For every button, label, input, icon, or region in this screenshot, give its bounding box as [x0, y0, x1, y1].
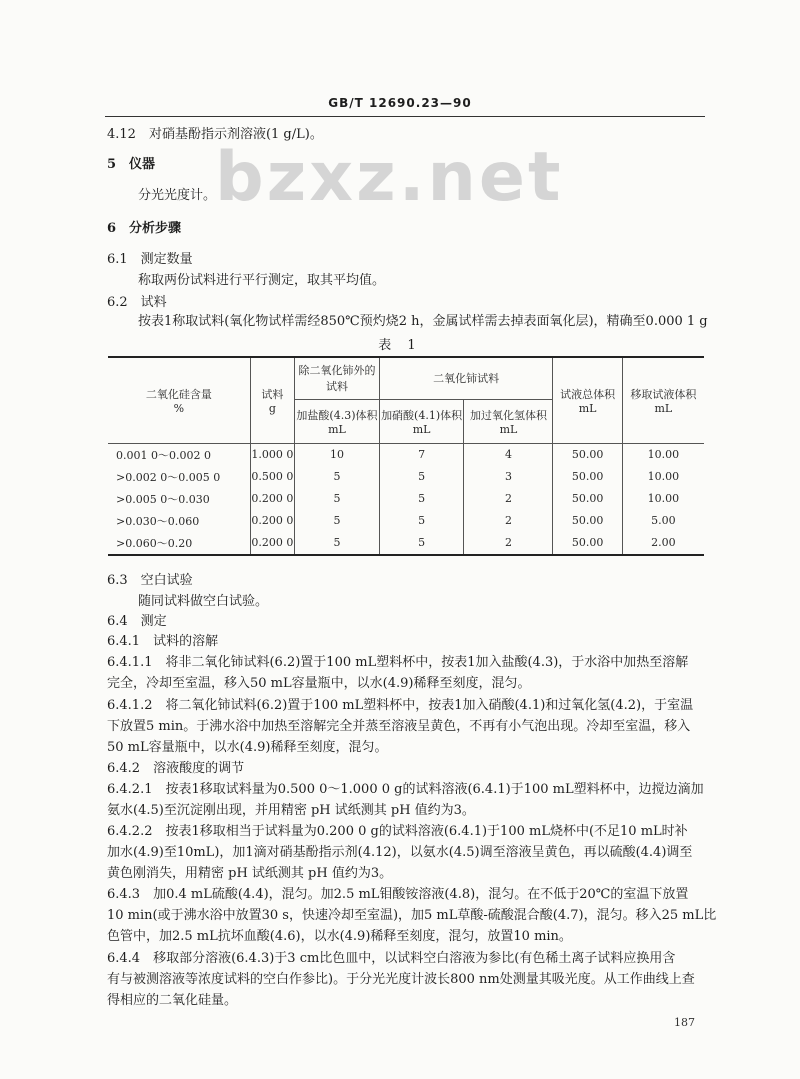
- cell-h2o2: 2: [464, 532, 553, 555]
- cell-h2o2: 2: [464, 488, 553, 510]
- table-row: [108, 510, 704, 532]
- cell-h2o2: 3: [464, 466, 553, 488]
- section-6-4-heading: 6.4 测定: [107, 614, 167, 629]
- paragraph-6-4-2-1-line-1: 6.4.2.1 按表1移取试料量为0.500 0～1.000 0 g的试料溶液(6.4.1)于100 mL塑料杯中，边搅边滴加: [107, 782, 704, 797]
- cell-sample: 0.200 0: [250, 510, 294, 532]
- paragraph-4-12: 4.12 对硝基酚指示剂溶液(1 g/L)。: [107, 127, 323, 142]
- cell-sample: 0.500 0: [250, 466, 294, 488]
- header-total-volume: 试液总体积 mL: [553, 357, 622, 443]
- cell-content: 0.001 0～0.002 0: [116, 448, 211, 462]
- table-1: [108, 356, 704, 556]
- cell-hno3: 5: [379, 532, 464, 555]
- section-6-3-text: 随同试料做空白试验。: [138, 594, 269, 609]
- table-caption: 表 1: [378, 338, 422, 353]
- cell-aliquot: 2.00: [622, 532, 704, 555]
- paragraph-6-4-3-line-1: 6.4.3 加0.4 mL硫酸(4.4)，混匀。加2.5 mL钼酸铵溶液(4.8)，混匀。在不低于20℃的室温下放置: [107, 887, 689, 902]
- cell-content: >0.030～0.060: [116, 514, 200, 528]
- standard-number-header: GB/T 12690.23—90: [328, 96, 472, 110]
- paragraph-6-4-2-2-line-2: 加水(4.9)至10mL)，加1滴对硝基酚指示剂(4.12)，以氨水(4.5)调至溶液呈黄色，再以硫酸(4.4)调至: [107, 845, 693, 860]
- paragraph-6-4-1-2-line-2: 下放置5 min。于沸水浴中加热至溶解完全并蒸至溶液呈黄色，不再有小气泡出现。冷却至室温，移入: [107, 719, 691, 734]
- section-6-3-heading: 6.3 空白试验: [107, 573, 193, 588]
- paragraph-6-4-3-line-2: 10 min(或于沸水浴中放置30 s，快速冷却至室温)，加5 mL草酸-硫酸混合酸(4.7)，混匀。移入25 mL比: [107, 908, 717, 923]
- section-6-1-text: 称取两份试料进行平行测定，取其平均值。: [138, 273, 386, 288]
- cell-hno3: 7: [379, 443, 464, 466]
- cell-total: 50.00: [553, 510, 622, 532]
- cell-content: >0.005 0～0.030: [116, 492, 210, 506]
- header-non-ceo2: 除二氧化铈外的试料: [295, 357, 380, 399]
- cell-sample: 1.000 0: [250, 443, 294, 466]
- cell-h2o2: 2: [464, 510, 553, 532]
- paragraph-6-4-1-2-line-3: 50 mL容量瓶中，以水(4.9)稀释至刻度，混匀。: [107, 740, 388, 755]
- cell-aliquot: 10.00: [622, 488, 704, 510]
- paragraph-6-4-4-line-1: 6.4.4 移取部分溶液(6.4.3)于3 cm比色皿中，以试料空白溶液为参比(有色稀土离子试料应换用含: [107, 951, 676, 966]
- cell-hcl: 5: [295, 532, 380, 555]
- header-sample-mass: 试料 g: [250, 357, 294, 443]
- header-h2o2-volume: 加过氧化氢体积 mL: [464, 399, 553, 443]
- cell-total: 50.00: [553, 532, 622, 555]
- paragraph-6-4-2-2-line-1: 6.4.2.2 按表1移取相当于试料量为0.200 0 g的试料溶液(6.4.1)于100 mL烧杯中(不足10 mL时补: [107, 824, 688, 839]
- cell-total: 50.00: [553, 466, 622, 488]
- cell-aliquot: 10.00: [622, 443, 704, 466]
- table-row: [108, 466, 704, 488]
- page-number: 187: [674, 1016, 695, 1029]
- cell-sample: 0.200 0: [250, 532, 294, 555]
- cell-hcl: 10: [295, 443, 380, 466]
- section-6-4-2-heading: 6.4.2 溶液酸度的调节: [107, 761, 245, 776]
- header-ceo2: 二氧化铈试料: [379, 357, 553, 399]
- cell-aliquot: 5.00: [622, 510, 704, 532]
- table-row: [108, 532, 704, 555]
- table-row: [108, 488, 704, 510]
- section-6-4-1-heading: 6.4.1 试料的溶解: [107, 634, 219, 649]
- cell-hno3: 5: [379, 488, 464, 510]
- paragraph-6-4-4-line-3: 得相应的二氧化硅量。: [107, 993, 238, 1008]
- cell-total: 50.00: [553, 488, 622, 510]
- cell-hcl: 5: [295, 488, 380, 510]
- cell-hcl: 5: [295, 466, 380, 488]
- cell-h2o2: 4: [464, 443, 553, 466]
- header-hcl-volume: 加盐酸(4.3)体积 mL: [295, 399, 380, 443]
- section-6-heading: 6 分析步骤: [107, 221, 182, 236]
- table-row: [108, 443, 704, 466]
- paragraph-6-4-1-1-line-1: 6.4.1.1 将非二氧化铈试料(6.2)置于100 mL塑料杯中，按表1加入盐酸(4.3)，于水浴中加热至溶解: [107, 655, 689, 670]
- paragraph-6-4-4-line-2: 有与被测溶液等浓度试料的空白作参比)。于分光光度计波长800 nm处测量其吸光度。从工作曲线上查: [107, 972, 695, 987]
- paragraph-6-4-1-1-line-2: 完全，冷却至室温，移入50 mL容量瓶中，以水(4.9)稀释至刻度，混匀。: [107, 676, 531, 691]
- header-aliquot-volume: 移取试液体积 mL: [622, 357, 704, 443]
- section-5-heading: 5 仪器: [107, 157, 156, 172]
- paragraph-6-4-2-2-line-3: 黄色刚消失，用精密 pH 试纸测其 pH 值约为3。: [107, 866, 393, 881]
- cell-hno3: 5: [379, 466, 464, 488]
- paragraph-6-4-2-1-line-2: 氨水(4.5)至沉淀刚出现，并用精密 pH 试纸测其 pH 值约为3。: [107, 803, 475, 818]
- cell-aliquot: 10.00: [622, 466, 704, 488]
- cell-sample: 0.200 0: [250, 488, 294, 510]
- watermark: bzxz.net: [215, 138, 564, 217]
- cell-content: >0.060～0.20: [116, 536, 193, 550]
- header-sio2-content: 二氧化硅含量 %: [108, 357, 250, 443]
- header-rule: [105, 116, 705, 117]
- section-6-2-heading: 6.2 试料: [107, 295, 167, 310]
- cell-content: >0.002 0～0.005 0: [116, 470, 221, 484]
- cell-hcl: 5: [295, 510, 380, 532]
- header-hno3-volume: 加硝酸(4.1)体积 mL: [379, 399, 464, 443]
- section-6-1-heading: 6.1 测定数量: [107, 252, 193, 267]
- paragraph-6-4-1-2-line-1: 6.4.1.2 将二氧化铈试料(6.2)置于100 mL塑料杯中，按表1加入硝酸(4.1)和过氧化氢(4.2)，于室温: [107, 698, 694, 713]
- cell-total: 50.00: [553, 443, 622, 466]
- section-6-2-text: 按表1称取试料(氧化物试样需经850℃预灼烧2 h，金属试样需去掉表面氧化层)，精确至0.000 1 g: [138, 314, 708, 329]
- section-5-text: 分光光度计。: [138, 188, 217, 203]
- cell-hno3: 5: [379, 510, 464, 532]
- paragraph-6-4-3-line-3: 色管中，加2.5 mL抗坏血酸(4.6)，以水(4.9)稀释至刻度，混匀，放置10 min。: [107, 929, 572, 944]
